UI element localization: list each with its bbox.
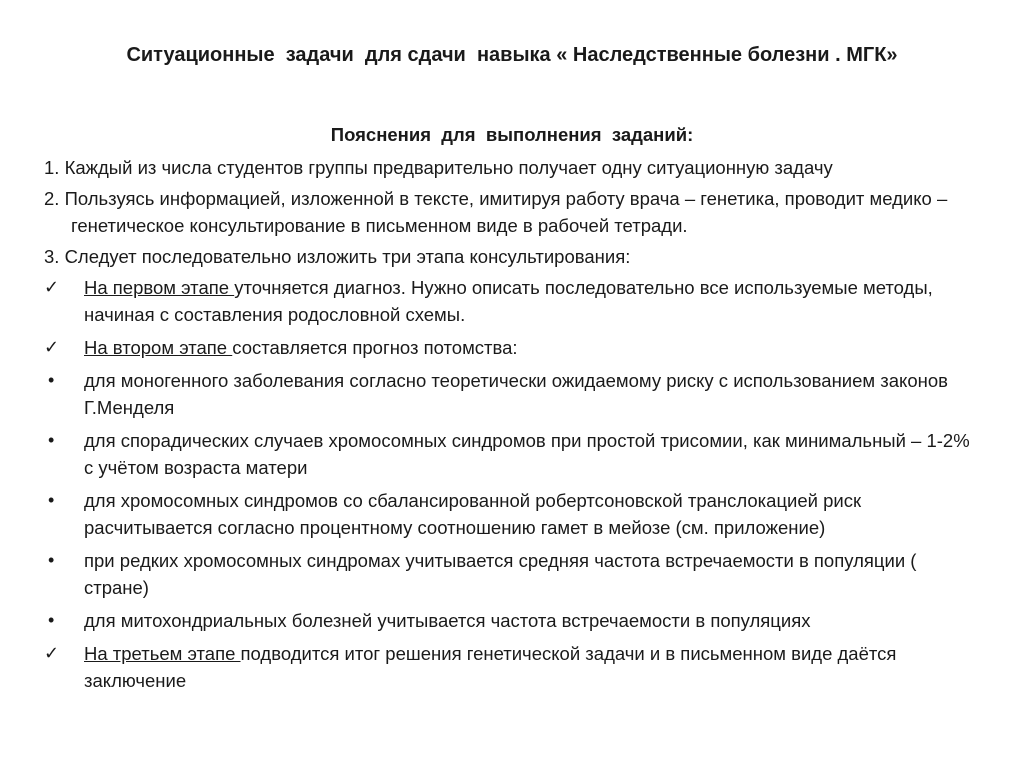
- step-3-text: подводится итог решения генетической задачи и в письменном виде даётся заключение: [84, 643, 897, 691]
- numbered-item-1: 1. Каждый из числа студентов группы предварительно получает одну ситуационную задачу: [44, 157, 833, 178]
- step-item-1: [44, 274, 984, 328]
- bullet-icon: •: [48, 430, 55, 450]
- bullet-item-2: [44, 427, 984, 481]
- step-item-3: [44, 640, 984, 694]
- slide-body: [44, 154, 984, 700]
- step-1-text: уточняется диагноз. Нужно описать последовательно все используемые методы, начиная с составления родословной схемы.: [84, 277, 933, 325]
- slide-title: Ситуационные задачи для сдачи навыка « Наследственные болезни . МГК»: [126, 44, 898, 66]
- bullet-icon: •: [48, 370, 55, 390]
- step-1-label: На первом этапе: [84, 277, 235, 298]
- bullet-text: для моногенного заболевания согласно теоретически ожидаемому риску с использованием законов Г.Менделя: [84, 370, 948, 418]
- checkmark-icon: ✓: [44, 277, 60, 297]
- step-2-label: На втором этапе: [84, 337, 233, 358]
- bullet-icon: •: [48, 550, 55, 570]
- bullet-item-3: [44, 487, 984, 541]
- bullet-text: для спорадических случаев хромосомных синдромов при простой трисомии, как минимальный – 1-2% с учётом возраста матери: [84, 430, 970, 478]
- step-2-text: составляется прогноз потомства:: [232, 337, 518, 358]
- step-item-2: [44, 334, 984, 361]
- step-3-label: На третьем этапе: [84, 643, 241, 664]
- numbered-item-2: [44, 185, 984, 239]
- numbered-item-2-text: 2. Пользуясь информацией, изложенной в тексте, имитируя работу врача – генетика, проводит медико – генетическое консультирование в письменном виде в рабочей тетради.: [44, 188, 948, 236]
- bullet-text: для хромосомных синдромов со сбалансированной робертсоновской транслокацией риск расчитывается согласно процентному соотношению гамет в мейозе (см. приложение): [84, 490, 862, 538]
- bullet-item-1: [44, 367, 984, 421]
- bullet-icon: •: [48, 490, 55, 510]
- bullet-item-5: [44, 607, 984, 634]
- checkmark-icon: ✓: [44, 337, 60, 357]
- checkmark-icon: ✓: [44, 643, 60, 663]
- bullet-text: при редких хромосомных синдромах учитывается средняя частота встречаемости в популяции ( стране): [84, 550, 917, 598]
- instructions-heading: Пояснения для выполнения заданий:: [330, 124, 694, 145]
- bullet-icon: •: [48, 610, 55, 630]
- bullet-item-4: [44, 547, 984, 601]
- numbered-item-3: 3. Следует последовательно изложить три этапа консультирования:: [44, 246, 631, 267]
- bullet-text: для митохондриальных болезней учитывается частота встречаемости в популяциях: [84, 610, 811, 631]
